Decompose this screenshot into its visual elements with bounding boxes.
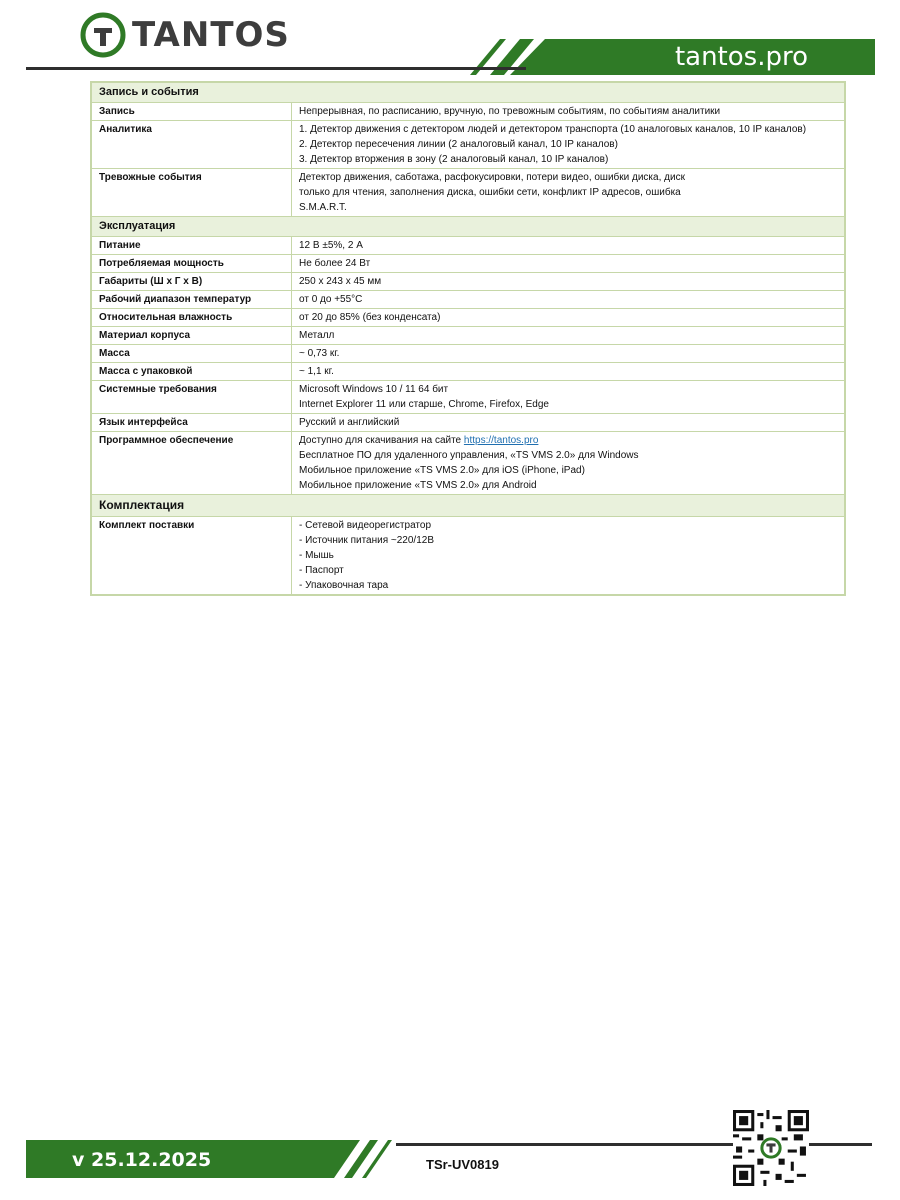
table-row: [91, 363, 845, 381]
tantos-logo-icon: [80, 12, 126, 58]
section-header: [91, 217, 845, 237]
value-line: [299, 364, 837, 379]
value-line: [299, 478, 837, 493]
value-text: Мобильное приложение «TS VMS 2.0» для Android: [299, 480, 537, 491]
value-text: - Сетевой видеорегистратор: [299, 520, 432, 531]
value-text: Microsoft Windows 10 / 11 64 бит: [299, 384, 449, 395]
row-value: [292, 273, 846, 291]
row-value: [292, 414, 846, 432]
row-value: [292, 432, 846, 495]
value-line: [299, 463, 837, 478]
row-key: Программное обеспечение: [91, 432, 292, 495]
value-text: - Мышь: [299, 550, 334, 561]
value-line: [299, 518, 837, 533]
value-line: [299, 578, 837, 593]
section-title: Запись и события: [91, 82, 845, 103]
value-text: ~ 1,1 кг.: [299, 366, 334, 377]
row-value: [292, 121, 846, 169]
section-title: Комплектация: [91, 495, 845, 517]
row-value: [292, 255, 846, 273]
value-line: [299, 238, 837, 253]
brand-logo: [80, 12, 290, 58]
row-key: Комплект поставки: [91, 517, 292, 596]
value-text: Непрерывная, по расписанию, вручную, по тревожным событиям, по событиям аналитики: [299, 106, 721, 117]
value-text: Не более 24 Вт: [299, 258, 371, 269]
value-line: [299, 274, 837, 289]
value-text: от 20 до 85% (без конденсата): [299, 312, 441, 323]
table-row: [91, 237, 845, 255]
row-key: Масса с упаковкой: [91, 363, 292, 381]
row-value: [292, 345, 846, 363]
brand-name: TANTOS: [132, 15, 290, 55]
table-row: [91, 345, 845, 363]
row-value: [292, 517, 846, 596]
table-row: [91, 121, 845, 169]
value-line: [299, 415, 837, 430]
value-text: 12 В ±5%, 2 А: [299, 240, 363, 251]
value-line: [299, 346, 837, 361]
row-value: [292, 169, 846, 217]
row-value: [292, 237, 846, 255]
section-header: [91, 495, 845, 517]
value-text: Доступно для скачивания на сайте: [299, 435, 464, 446]
row-value: [292, 309, 846, 327]
value-line: [299, 104, 837, 119]
row-key: Системные требования: [91, 381, 292, 414]
header-rule: [26, 67, 526, 70]
value-line: [299, 292, 837, 307]
section-title: Эксплуатация: [91, 217, 845, 237]
value-line: [299, 563, 837, 578]
value-text: - Паспорт: [299, 565, 344, 576]
table-row: [91, 169, 845, 217]
value-text: S.M.A.R.T.: [299, 202, 347, 213]
value-text: 3. Детектор вторжения в зону (2 аналоговый канал, 10 IP каналов): [299, 154, 609, 165]
table-row: [91, 517, 845, 596]
table-row: [91, 103, 845, 121]
value-text: 1. Детектор движения с детектором людей и детектором транспорта (10 аналоговых каналов, 10 IP каналов): [299, 124, 807, 135]
value-line: [299, 170, 837, 185]
value-line: [299, 548, 837, 563]
value-text: Internet Explorer 11 или старше, Chrome, Firefox, Edge: [299, 399, 549, 410]
row-key: Потребляемая мощность: [91, 255, 292, 273]
value-text: от 0 до +55°С: [299, 294, 363, 305]
section-header: [91, 82, 845, 103]
row-key: Масса: [91, 345, 292, 363]
value-text: - Упаковочная тара: [299, 580, 389, 591]
value-line: [299, 533, 837, 548]
table-row: [91, 255, 845, 273]
value-text: - Источник питания ~220/12В: [299, 535, 435, 546]
qr-code-icon[interactable]: [733, 1110, 809, 1186]
value-text: Русский и английский: [299, 417, 400, 428]
value-text: только для чтения, заполнения диска, ошибки сети, конфликт IP адресов, ошибка: [299, 187, 681, 198]
row-value: [292, 363, 846, 381]
value-text: 250 х 243 х 45 мм: [299, 276, 382, 287]
value-text: ~ 0,73 кг.: [299, 348, 340, 359]
table-row: [91, 291, 845, 309]
value-line: [299, 448, 837, 463]
value-text: Мобильное приложение «TS VMS 2.0» для iOS (iPhone, iPad): [299, 465, 585, 476]
row-key: Габариты (Ш х Г х В): [91, 273, 292, 291]
download-link[interactable]: https://tantos.pro: [463, 435, 539, 446]
row-key: Аналитика: [91, 121, 292, 169]
row-key: Рабочий диапазон температур: [91, 291, 292, 309]
table-row: [91, 381, 845, 414]
value-line: [299, 310, 837, 325]
row-value: [292, 327, 846, 345]
value-line: [299, 256, 837, 271]
value-line: [299, 328, 837, 343]
table-row: [91, 309, 845, 327]
value-line: [299, 185, 837, 200]
table-row: [91, 414, 845, 432]
row-value: [292, 291, 846, 309]
site-url[interactable]: tantos.pro: [674, 42, 808, 72]
value-line: [299, 152, 837, 167]
row-key: Запись: [91, 103, 292, 121]
row-value: [292, 103, 846, 121]
model-label: TSr-UV0819: [426, 1157, 499, 1172]
table-row: [91, 432, 845, 495]
value-text: 2. Детектор пересечения линии (2 аналоговый канал, 10 IP каналов): [299, 139, 618, 150]
table-row: [91, 327, 845, 345]
version-label: v 25.12.2025: [72, 1149, 212, 1171]
row-key: Питание: [91, 237, 292, 255]
value-line: [299, 122, 837, 137]
value-text: Бесплатное ПО для удаленного управления, «TS VMS 2.0» для Windows: [299, 450, 639, 461]
row-key: Тревожные события: [91, 169, 292, 217]
value-line: [299, 200, 837, 215]
row-value: [292, 381, 846, 414]
value-text: Детектор движения, саботажа, расфокусировки, потери видео, ошибки диска, диск: [299, 172, 685, 183]
row-key: Относительная влажность: [91, 309, 292, 327]
row-key: Материал корпуса: [91, 327, 292, 345]
value-line: [299, 382, 837, 397]
row-key: Язык интерфейса: [91, 414, 292, 432]
value-line: [299, 397, 837, 412]
value-line: [299, 137, 837, 152]
table-row: [91, 273, 845, 291]
spec-table: [90, 81, 846, 596]
value-line: [299, 433, 837, 448]
value-text: Металл: [299, 330, 335, 341]
